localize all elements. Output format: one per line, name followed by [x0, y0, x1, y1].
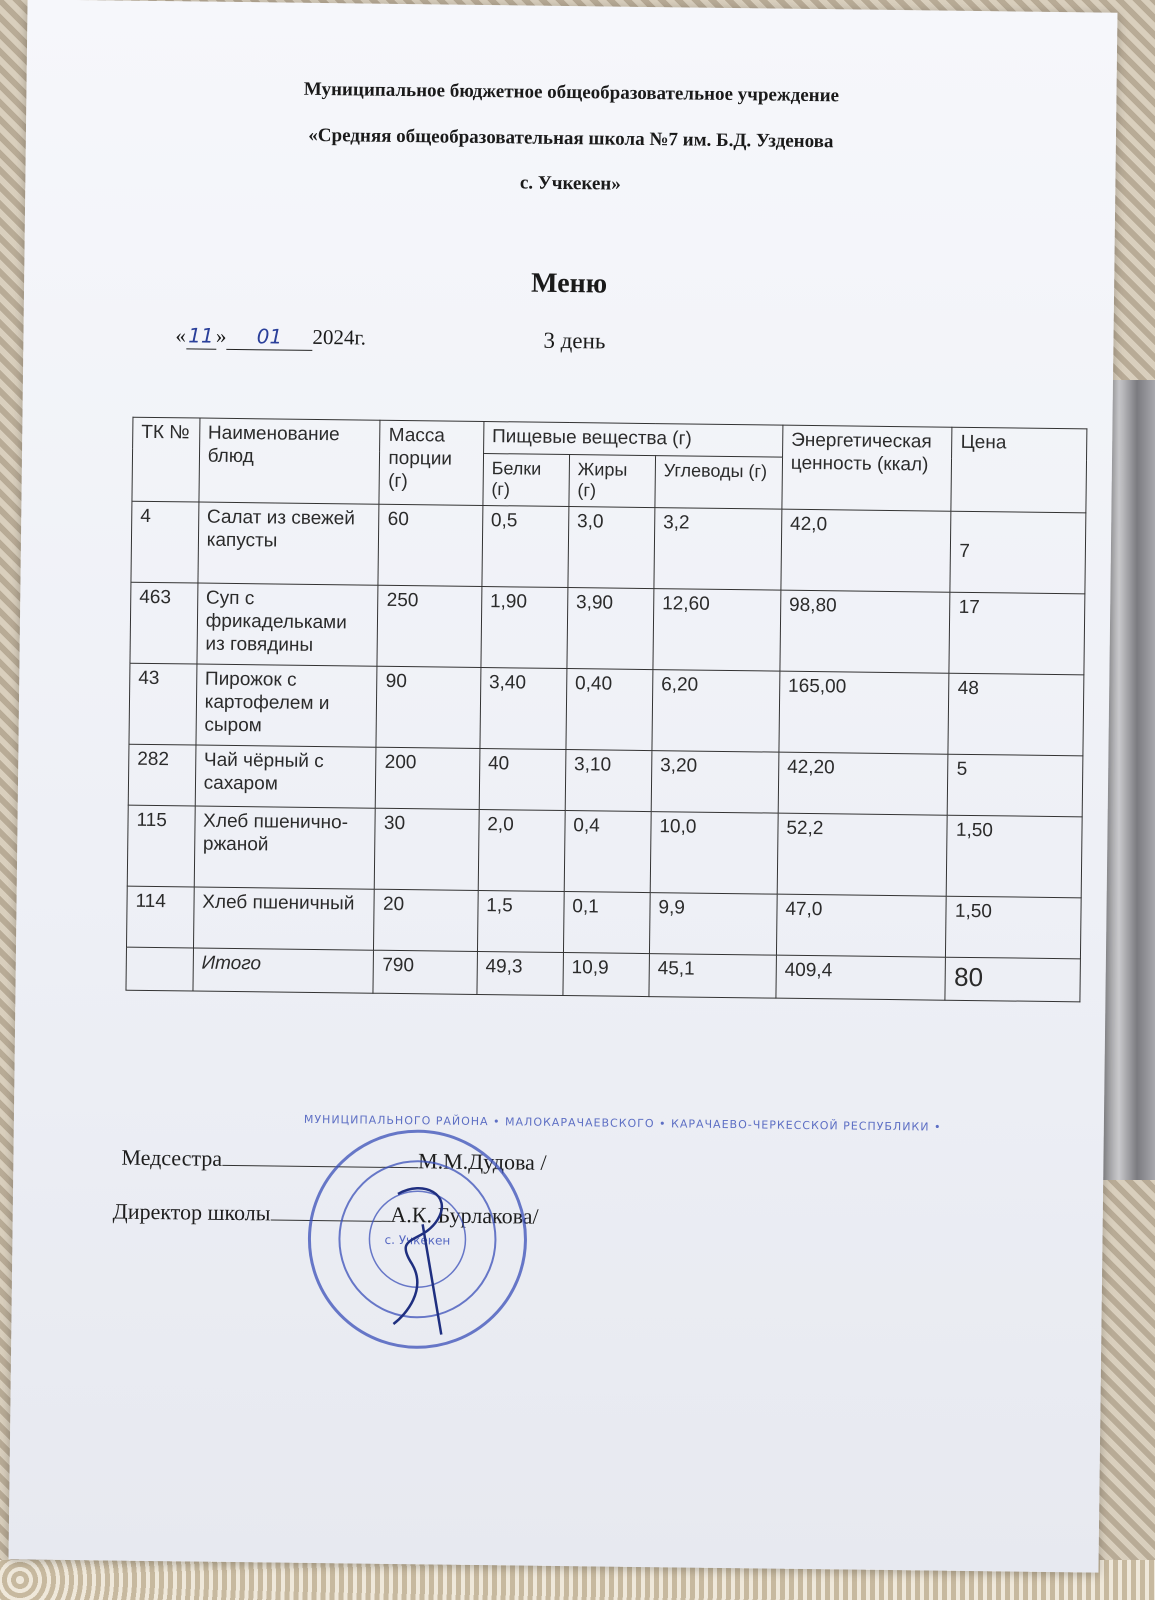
institution-line-3: с. Учкекен» — [519, 172, 621, 195]
cell-carbs: 10,0 — [650, 812, 778, 895]
cell-protein: 1,90 — [481, 586, 568, 668]
cell-mass: 250 — [377, 585, 481, 667]
table-row — [126, 886, 1081, 959]
cell-name: Хлеб пшеничный — [193, 887, 374, 950]
cell-energy: 98,80 — [780, 590, 951, 673]
table-row — [130, 582, 1085, 675]
date-month: 01 — [256, 324, 283, 349]
cell-price: 1,50 — [947, 815, 1083, 898]
cell-energy: 52,2 — [777, 813, 948, 896]
cell-mass: 30 — [375, 808, 479, 890]
total-protein: 49,3 — [477, 951, 564, 995]
cell-price: 1,50 — [946, 896, 1081, 959]
menu-document — [9, 0, 1118, 1573]
total-price: 80 — [945, 957, 1080, 1002]
cell-name: Пирожок с картофелем и сыром — [196, 664, 378, 747]
school-stamp — [301, 1112, 942, 1356]
cell-protein: 1,5 — [477, 890, 564, 952]
cell-price: 5 — [948, 754, 1083, 817]
header-tk: ТК № — [132, 417, 200, 502]
cell-energy: 165,00 — [779, 671, 950, 754]
header-name: Наименование блюд — [199, 418, 381, 504]
page-title: Меню — [530, 267, 608, 300]
date-close-quote: » — [215, 323, 227, 348]
director-signature-scribble — [393, 1188, 443, 1335]
table-row — [127, 805, 1082, 898]
cell-protein: 0,5 — [482, 505, 569, 587]
total-carbs: 45,1 — [649, 954, 776, 999]
total-mass: 790 — [373, 950, 477, 994]
cell-carbs: 9,9 — [649, 893, 777, 956]
cell-tk: 43 — [129, 663, 197, 745]
date-open-quote: « — [175, 323, 187, 348]
cell-name: Салат из свежей капусты — [198, 502, 380, 585]
nurse-label: Медсестра — [121, 1144, 223, 1171]
cell-mass: 90 — [376, 666, 480, 748]
cell-price: 48 — [948, 673, 1084, 756]
cell-mass: 60 — [378, 504, 482, 586]
cell-tk: 463 — [130, 582, 198, 664]
institution-line-1: Муниципальное бюджетное общеобразовательное учреждение — [303, 78, 840, 107]
header-mass: Масса порции (г) — [379, 420, 483, 505]
total-energy: 409,4 — [776, 955, 946, 1000]
cell-price: 7 — [950, 511, 1086, 594]
date-field — [175, 323, 366, 351]
cell-carbs: 12,60 — [653, 589, 781, 672]
cell-protein: 40 — [479, 748, 566, 810]
cell-fat: 0,40 — [566, 669, 653, 751]
institution-line-2: «Средняя общеобразовательная школа №7 им. Б.Д. Узденова — [308, 124, 834, 153]
header-price: Цена — [951, 427, 1087, 513]
cell-carbs: 3,2 — [654, 508, 782, 591]
stamp-center-text: с. Учкекен — [384, 1232, 451, 1248]
cell-protein: 2,0 — [478, 809, 565, 891]
total-fat: 10,9 — [563, 953, 650, 997]
cell-protein: 3,40 — [480, 667, 567, 749]
table-row — [129, 663, 1084, 756]
cell-carbs: 3,20 — [651, 751, 779, 814]
menu-table — [125, 417, 1087, 1003]
table-row — [131, 501, 1086, 594]
cell-energy: 42,0 — [781, 509, 952, 592]
date-day: 11 — [188, 323, 214, 348]
cell-fat: 0,1 — [563, 892, 650, 954]
cell-tk-empty — [126, 947, 193, 991]
date-year: 2024г. — [312, 324, 367, 350]
header-energy: Энергетическая ценность (ккал) — [782, 425, 953, 511]
header-carbs: Углеводы (г) — [655, 455, 783, 509]
cell-fat: 0,4 — [564, 811, 651, 893]
stamp-outer-text: МУНИЦИПАЛЬНОГО РАЙОНА • МАЛОКАРАЧАЕВСКОГО • КАРАЧАЕВО-ЧЕРКЕССКОЙ РЕСПУБЛИКИ • — [303, 1112, 942, 1134]
cell-carbs: 6,20 — [652, 670, 780, 753]
cell-fat: 3,0 — [568, 507, 655, 589]
cell-fat: 3,90 — [567, 588, 654, 670]
cell-tk: 282 — [128, 744, 195, 806]
cell-name: Чай чёрный с сахаром — [195, 745, 376, 808]
header-protein: Белки (г) — [483, 453, 570, 506]
cell-mass: 200 — [376, 747, 480, 809]
cell-mass: 20 — [374, 889, 478, 951]
cell-tk: 4 — [131, 501, 199, 583]
cell-tk: 115 — [127, 805, 195, 887]
cell-energy: 42,20 — [778, 752, 948, 815]
cell-tk: 114 — [126, 886, 193, 948]
director-name: А.К. Бурлакова/ — [390, 1201, 539, 1229]
cell-name: Суп с фрикадельками из говядины — [197, 583, 379, 666]
cell-fat: 3,10 — [565, 750, 652, 812]
header-fat: Жиры (г) — [569, 454, 656, 507]
cell-name: Хлеб пшенично-ржаной — [194, 806, 376, 889]
nurse-name: М.М.Дудова / — [417, 1148, 547, 1175]
table-row — [128, 744, 1083, 817]
total-label: Итого — [193, 948, 374, 993]
cell-price: 17 — [949, 592, 1085, 675]
header-nutrients: Пищевые вещества (г) — [483, 422, 782, 457]
day-label: 3 день — [543, 327, 606, 354]
cell-energy: 47,0 — [776, 894, 946, 957]
director-label: Директор школы — [112, 1198, 271, 1226]
